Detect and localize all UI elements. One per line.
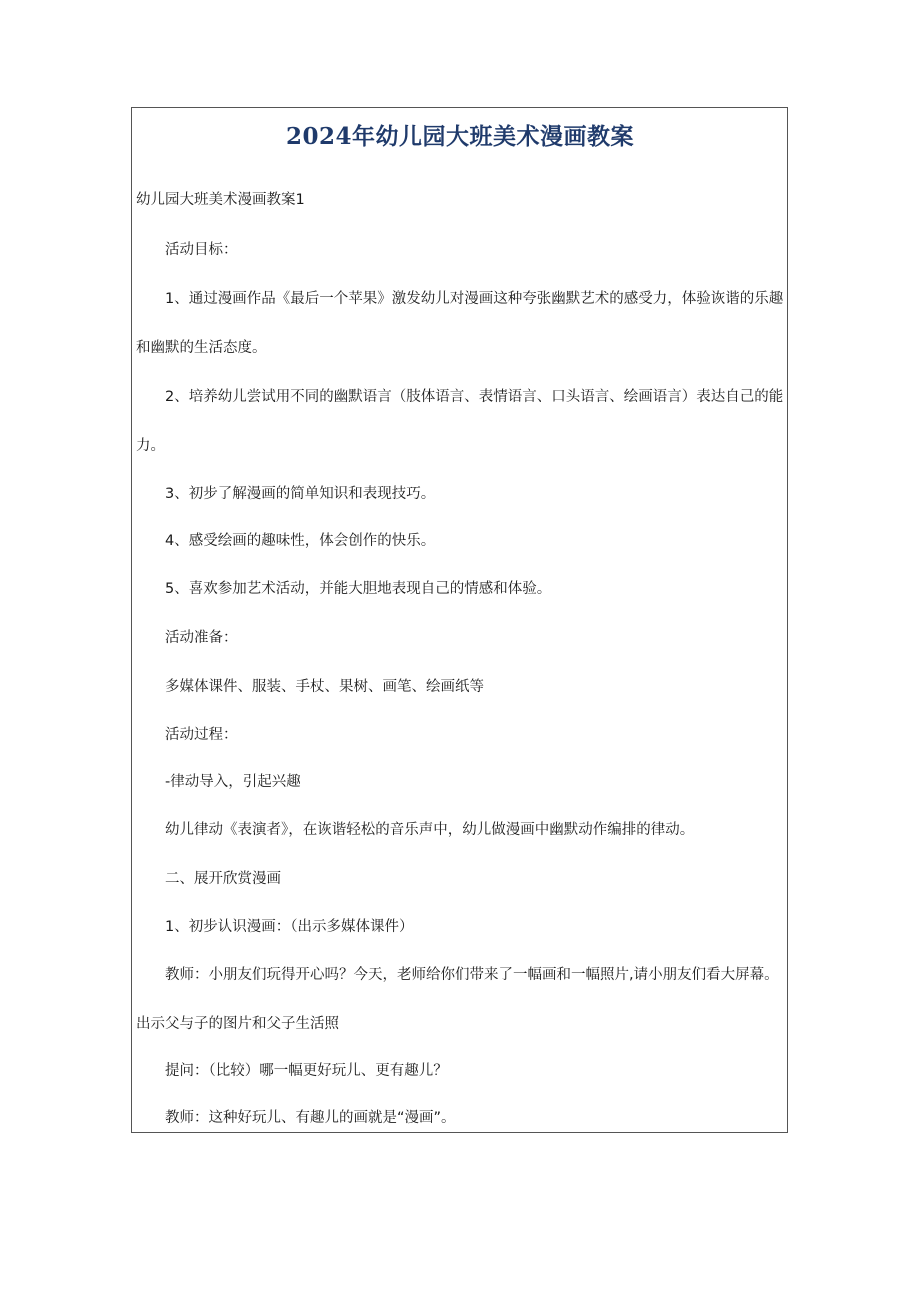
paragraph: 2、培养幼儿尝试用不同的幽默语言（肢体语言、表情语言、口头语言、绘画语言）表达自己的能 [165, 389, 784, 405]
paragraph: 教师：这种好玩儿、有趣儿的画就是“漫画”。 [165, 1110, 456, 1126]
paragraph: 5、喜欢参加艺术活动，并能大胆地表现自己的情感和体验。 [165, 581, 552, 597]
paragraph: 活动目标： [165, 242, 238, 258]
paragraph: 活动过程： [165, 727, 238, 743]
section-heading: 幼儿园大班美术漫画教案1 [136, 192, 305, 208]
paragraph: 多媒体课件、服装、手杖、果树、画笔、绘画纸等 [165, 679, 484, 695]
paragraph: 4、感受绘画的趣味性，体会创作的快乐。 [165, 533, 436, 549]
paragraph: 幼儿律动《表演者》，在诙谐轻松的音乐声中，幼儿做漫画中幽默动作编排的律动。 [165, 822, 695, 838]
paragraph: 活动准备： [165, 630, 238, 646]
paragraph: 提问：（比较）哪一幅更好玩儿、更有趣儿？ [165, 1063, 448, 1079]
paragraph-continuation: 力。 [136, 438, 165, 454]
paragraph: 1、通过漫画作品《最后一个苹果》激发幼儿对漫画这种夸张幽默艺术的感受力，体验诙谐的乐趣 [165, 291, 784, 307]
paragraph: -律动导入，引起兴趣 [165, 774, 301, 790]
paragraph: 教师：小朋友们玩得开心吗？今天，老师给你们带来了一幅画和一幅照片,请小朋友们看大屏幕。 [165, 967, 779, 983]
paragraph-continuation: 和幽默的生活态度。 [136, 340, 267, 356]
paragraph-continuation: 出示父与子的图片和父子生活照 [136, 1016, 339, 1032]
paragraph: 二、展开欣赏漫画 [165, 871, 281, 887]
paragraph: 1、初步认识漫画：（出示多媒体课件） [165, 919, 414, 935]
document-title: 2024年幼儿园大班美术漫画教案 [285, 123, 634, 150]
paragraph: 3、初步了解漫画的简单知识和表现技巧。 [165, 486, 436, 502]
